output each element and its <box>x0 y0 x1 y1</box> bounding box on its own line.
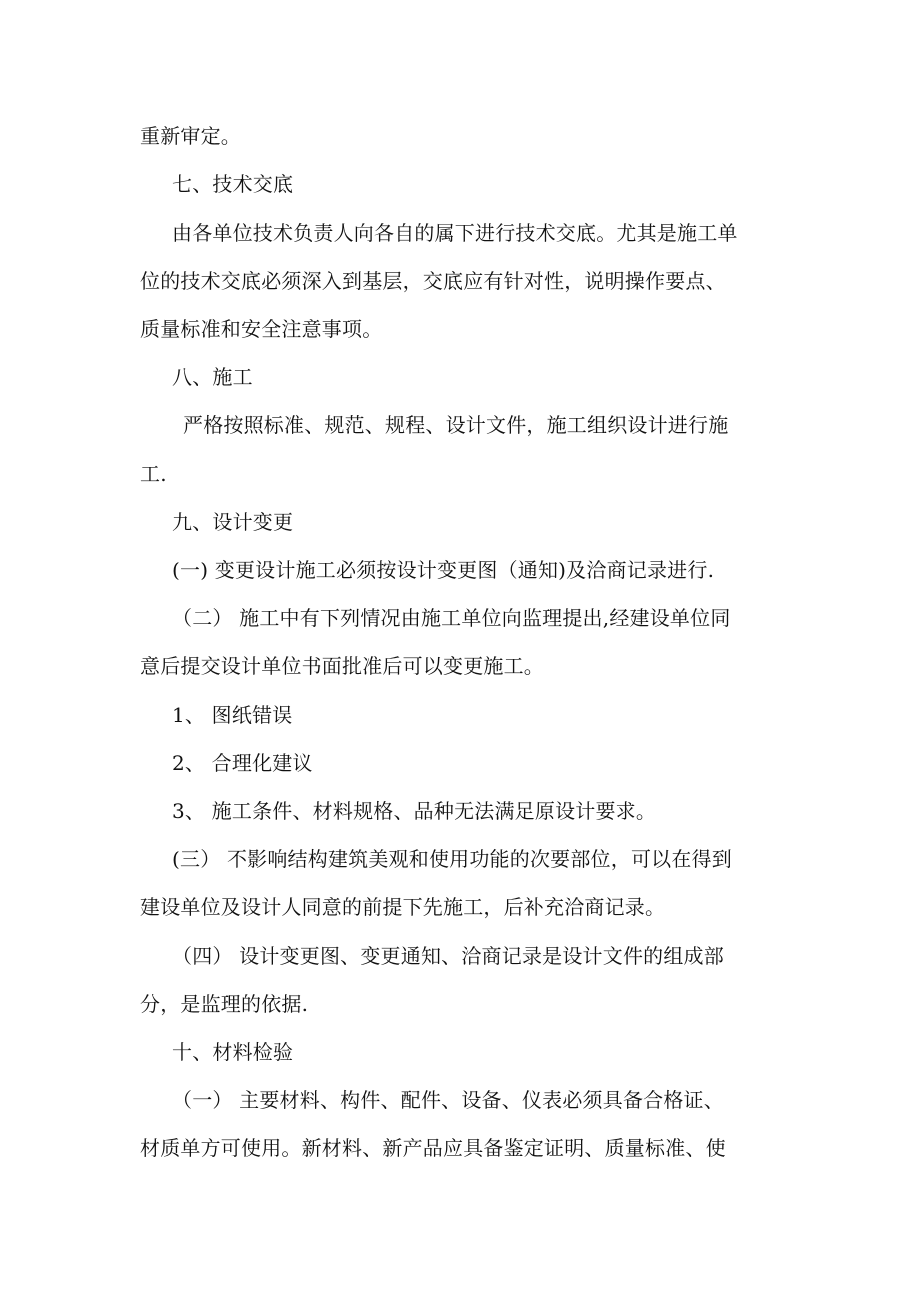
text-line-8: 工. <box>140 462 167 486</box>
section-heading-7: 七、技术交底 <box>172 172 294 196</box>
section-heading-8: 八、施工 <box>172 365 253 389</box>
text-line-7: 严格按照标准、规范、规程、设计文件，施工组织设计进行施 <box>183 413 729 437</box>
list-item-2: 2、 合理化建议 <box>172 751 313 775</box>
text-line-18: （四） 设计变更图、变更通知、洽商记录是设计文件的组成部 <box>172 944 724 968</box>
list-item-3: 3、 施工条件、材料规格、品种无法满足原设计要求。 <box>172 799 657 823</box>
section-heading-10: 十、材料检验 <box>172 1040 294 1064</box>
text-line-5: 质量标准和安全注意事项。 <box>140 317 383 341</box>
text-line-3: 由各单位技术负责人向各自的属下进行技术交底。尤其是施工单 <box>172 221 738 245</box>
text-line-4: 位的技术交底必须深入到基层，交底应有针对性，说明操作要点、 <box>140 269 726 293</box>
text-line-22: 材质单方可使用。新材料、新产品应具备鉴定证明、质量标准、使 <box>140 1136 726 1160</box>
text-line-12: 意后提交设计单位书面批准后可以变更施工。 <box>140 654 544 678</box>
text-line-10: (一) 变更设计施工必须按设计变更图（通知)及洽商记录进行. <box>172 558 715 582</box>
text-line-1: 重新审定。 <box>140 124 241 148</box>
text-line-19: 分，是监理的依据. <box>140 992 309 1016</box>
section-heading-9: 九、设计变更 <box>172 510 294 534</box>
text-line-17: 建设单位及设计人同意的前提下先施工，后补充洽商记录。 <box>140 895 666 919</box>
list-item-1: 1、 图纸错误 <box>172 703 293 727</box>
text-line-16: (三） 不影响结构建筑美观和使用功能的次要部位，可以在得到 <box>172 847 732 871</box>
text-line-21: （一） 主要材料、构件、配件、设备、仪表必须具备合格证、 <box>172 1088 724 1112</box>
text-line-11: （二） 施工中有下列情况由施工单位向监理提出,经建设单位同 <box>172 606 731 630</box>
